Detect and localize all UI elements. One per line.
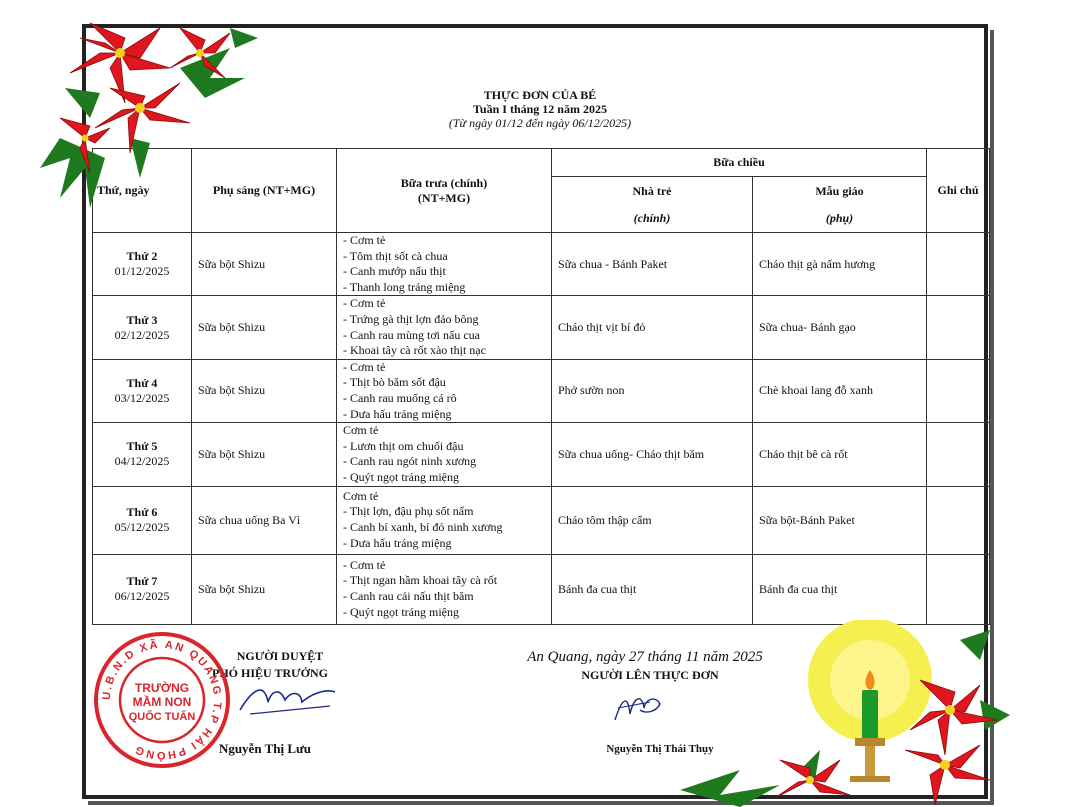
lunch-dish: - Tôm thịt sốt cà chua [343, 248, 448, 263]
lunch-dish: - Lươn thịt om chuối đậu [343, 438, 464, 453]
page-title: THỰC ĐƠN CỦA BÉ [483, 88, 597, 102]
planner-name: Nguyễn Thị Thái Thụy [606, 743, 714, 755]
approver-role: PHÓ HIỆU TRƯỞNG [211, 666, 328, 680]
day-name: Thứ 3 [126, 312, 158, 327]
day-name: Thứ 7 [126, 574, 158, 588]
day-name: Thứ 5 [126, 439, 158, 454]
header-nhatre-label: Nhà trẻ [632, 183, 672, 198]
lunch-dish: - Canh rau cải nấu thịt băm [343, 589, 474, 603]
day-cell [93, 296, 192, 359]
maugiao-cell: Cháo thịt bê cà rốt [753, 423, 927, 486]
lunch-dish: Cơm tẻ [343, 488, 379, 503]
planner-title: NGƯỜI LÊN THỰC ĐƠN [581, 668, 719, 682]
header-day: Thứ, ngày [93, 149, 192, 233]
planner-signature [610, 690, 670, 726]
lunch-dish: - Dưa hấu tráng miệng [343, 406, 452, 421]
approver-title: NGƯỜI DUYỆT [236, 649, 324, 663]
lunch-dish: - Dưa hấu tráng miệng [343, 535, 452, 550]
lunch-dish: - Cơm tẻ [343, 296, 386, 311]
day-date: 04/12/2025 [114, 454, 170, 469]
lunch-cell [337, 486, 552, 554]
lunch-dish: - Canh mướp nấu thịt [343, 264, 446, 279]
nhatre-cell: Cháo thịt vịt bí đỏ [552, 296, 753, 359]
svg-text:U.B.N.D XÃ AN QUANG T.P HẢI PH: U.B.N.D XÃ AN QUANG T.P HẢI PHÒNG [100, 638, 224, 762]
day-date: 02/12/2025 [114, 327, 170, 342]
lunch-dish: - Thịt ngan hầm khoai tây cà rốt [343, 573, 498, 588]
day-name: Thứ 4 [126, 375, 158, 390]
maugiao-cell: Bánh đa cua thịt [753, 554, 927, 624]
header-nhatre-sub: (chính) [633, 210, 671, 225]
breakfast-cell: Sữa bột Shizu [192, 233, 337, 296]
lunch-dish: - Quýt ngọt tráng miệng [343, 469, 459, 484]
header-maugiao-label: Mẫu giáo [815, 183, 864, 198]
menu-body [93, 233, 990, 625]
nhatre-cell: Cháo tôm thập cẩm [552, 486, 753, 554]
candle-poinsettia-icon [680, 620, 1010, 807]
breakfast-cell: Sữa bột Shizu [192, 359, 337, 422]
breakfast-cell: Sữa bột Shizu [192, 423, 337, 486]
day-date: 06/12/2025 [114, 589, 170, 603]
note-cell [927, 296, 990, 359]
breakfast-cell: Sữa bột Shizu [192, 296, 337, 359]
note-cell [927, 486, 990, 554]
note-cell [927, 554, 990, 624]
header-maugiao-sub: (phụ) [825, 210, 854, 225]
table-row [93, 423, 990, 486]
lunch-cell [337, 359, 552, 422]
header-lunch-line2: (NT+MG) [417, 190, 471, 205]
approver-name: Nguyễn Thị Lưu [218, 741, 312, 756]
lunch-cell [337, 554, 552, 624]
lunch-dish: - Canh rau mùng tơi nấu cua [343, 327, 480, 342]
header-nhatre [552, 177, 753, 233]
day-cell [93, 486, 192, 554]
svg-text:MẦM NON: MẦM NON [132, 695, 192, 709]
nhatre-cell: Sữa chua - Bánh Paket [552, 233, 753, 296]
table-row [93, 554, 990, 624]
lunch-dish: - Thịt lợn, đậu phụ sốt nấm [343, 504, 474, 519]
header-maugiao [753, 177, 927, 233]
lunch-dish: - Thanh long tráng miệng [343, 279, 466, 294]
svg-text:TRƯỜNG: TRƯỜNG [134, 681, 190, 695]
lunch-cell [337, 423, 552, 486]
maugiao-cell: Sữa chua- Bánh gạo [753, 296, 927, 359]
day-date: 05/12/2025 [114, 520, 170, 534]
school-stamp [92, 630, 232, 770]
table-row [93, 296, 990, 359]
lunch-dish: - Thịt bò băm sốt đậu [343, 375, 446, 390]
breakfast-cell: Sữa bột Shizu [192, 554, 337, 624]
lunch-dish: - Cơm tẻ [343, 557, 386, 572]
day-cell [93, 233, 192, 296]
day-name: Thứ 6 [126, 505, 158, 519]
header-breakfast: Phụ sáng (NT+MG) [192, 149, 337, 233]
table-row [93, 233, 990, 296]
table-row [93, 486, 990, 554]
signing-place-date: An Quang, ngày 27 tháng 11 năm 2025 [527, 649, 763, 665]
day-cell [93, 554, 192, 624]
nhatre-cell: Bánh đa cua thịt [552, 554, 753, 624]
header-lunch-line1: Bữa trưa (chính) [400, 175, 488, 190]
day-cell [93, 359, 192, 422]
lunch-dish: - Canh rau ngót ninh xương [343, 454, 477, 469]
breakfast-cell: Sữa chua uống Ba Vì [192, 486, 337, 554]
day-name: Thứ 2 [126, 249, 158, 264]
lunch-dish: - Canh bí xanh, bí đỏ ninh xương [343, 520, 503, 534]
poinsettia-top-left-icon [30, 8, 260, 228]
header-note: Ghi chú [927, 149, 990, 233]
week-subtitle: Tuần I tháng 12 năm 2025 [473, 102, 607, 116]
note-cell [927, 233, 990, 296]
day-date: 03/12/2025 [114, 390, 170, 405]
lunch-dish: - Khoai tây cà rốt xào thịt nạc [343, 343, 486, 358]
lunch-cell [337, 233, 552, 296]
lunch-dish: - Canh rau muống cá rô [343, 390, 457, 405]
header-afternoon: Bữa chiều [552, 149, 927, 177]
note-cell [927, 359, 990, 422]
lunch-dish: - Cơm tẻ [343, 359, 386, 374]
lunch-dish: Cơm tẻ [343, 423, 379, 438]
maugiao-cell: Cháo thịt gà nấm hương [753, 233, 927, 296]
lunch-dish: - Cơm tẻ [343, 233, 386, 247]
note-cell [927, 423, 990, 486]
maugiao-cell: Chè khoai lang đỗ xanh [753, 359, 927, 422]
day-date: 01/12/2025 [114, 264, 170, 279]
maugiao-cell: Sữa bột-Bánh Paket [753, 486, 927, 554]
date-range: (Từ ngày 01/12 đến ngày 06/12/2025) [448, 116, 632, 130]
approver-signature [230, 680, 340, 720]
nhatre-cell: Phở sườn non [552, 359, 753, 422]
lunch-dish: - Quýt ngọt tráng miệng [343, 604, 459, 619]
lunch-dish: - Trứng gà thịt lợn đảo bông [343, 311, 479, 326]
header-lunch [337, 149, 552, 233]
table-row [93, 359, 990, 422]
nhatre-cell: Sữa chua uống- Cháo thịt băm [552, 423, 753, 486]
svg-text:QUỐC TUẤN: QUỐC TUẤN [128, 711, 196, 723]
lunch-cell [337, 296, 552, 359]
day-cell [93, 423, 192, 486]
